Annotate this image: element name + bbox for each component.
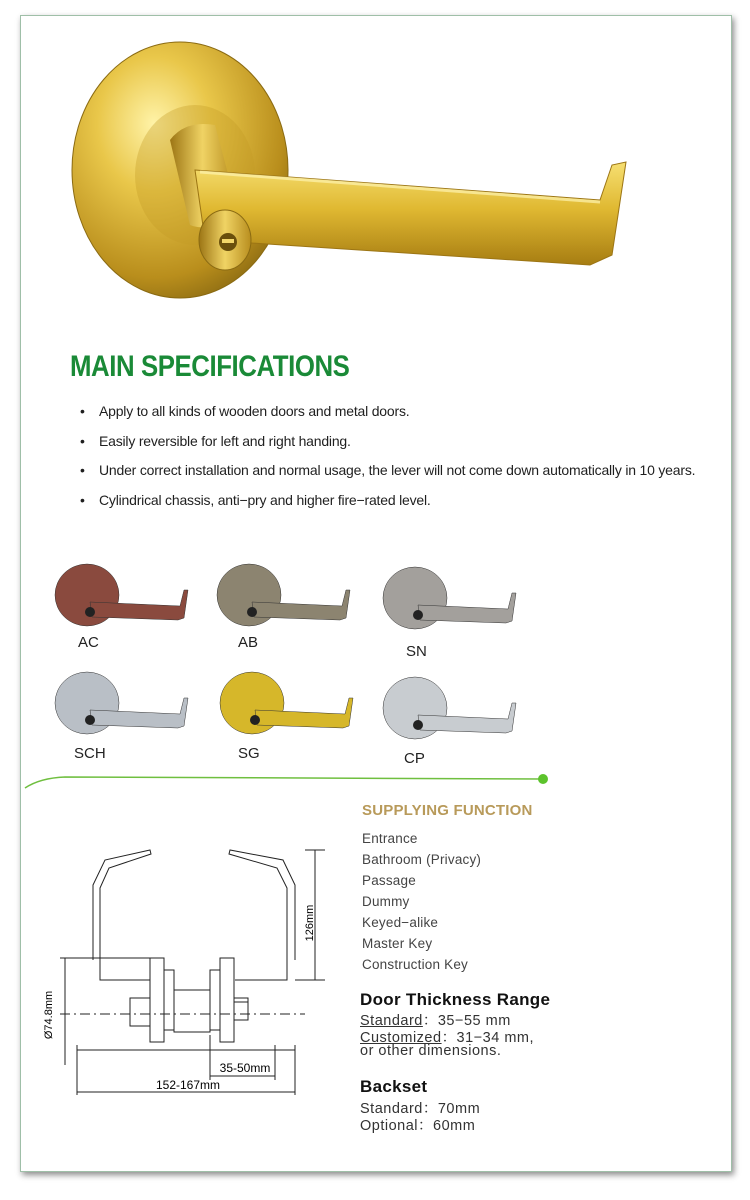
function-item: Bathroom (Privacy)	[362, 852, 482, 867]
dimension-drawing	[45, 840, 345, 1110]
finish-sn	[378, 565, 528, 665]
function-item: Dummy	[362, 894, 410, 909]
specification-item: • Under correct installation and normal usage, the lever will not come down automatically in 10 years.	[80, 457, 700, 487]
lever-finish-ab-image	[212, 562, 362, 632]
specification-item: • Cylindrical chassis, anti−pry and higher fire−rated level.	[80, 487, 700, 517]
backset-standard-label: Standard：	[360, 1101, 438, 1117]
supplying-function-title: SUPPLYING FUNCTION	[362, 802, 533, 819]
finish-code-sn: SN	[406, 643, 427, 660]
customized-value: ：31−34 mm,	[441, 1030, 535, 1046]
hero-lever-handle-image	[0, 0, 750, 340]
function-item: Keyed−alike	[362, 915, 439, 930]
finish-code-ac: AC	[78, 634, 99, 651]
lever-finish-ac-image	[50, 562, 200, 632]
standard-label: Standard	[360, 1013, 423, 1029]
finish-code-cp: CP	[404, 750, 425, 767]
finish-cp	[378, 675, 528, 775]
backset-optional	[360, 1114, 475, 1135]
finish-ac	[50, 562, 200, 662]
door-thickness-title: Door Thickness Range	[360, 990, 551, 1009]
door-thickness-other: or other dimensions.	[360, 1043, 502, 1059]
backset-optional-label: Optional：	[360, 1118, 434, 1134]
section-divider	[25, 770, 555, 794]
lever-finish-sg-image	[215, 670, 365, 740]
lever-finish-cp-image	[378, 675, 528, 745]
height-dimension-label: 126mm	[304, 904, 316, 942]
function-item: Passage	[362, 873, 416, 888]
lever-finish-sch-image	[50, 670, 200, 740]
finish-code-sch: SCH	[74, 745, 106, 762]
backset-optional-value: 60mm	[433, 1118, 476, 1134]
finish-sg	[215, 670, 365, 770]
function-item: Master Key	[362, 936, 433, 951]
supplying-function-list	[362, 828, 481, 975]
customized-label: Customized	[360, 1030, 442, 1046]
standard-value: ：35−55 mm	[422, 1013, 511, 1029]
specification-item: • Apply to all kinds of wooden doors and metal doors.	[80, 398, 700, 428]
finish-code-ab: AB	[238, 634, 259, 651]
finish-code-sg: SG	[238, 745, 260, 762]
thickness-dimension-label: 35-50mm	[219, 1061, 271, 1075]
finish-sch	[50, 670, 200, 770]
diameter-dimension-label: Ø74.8mm	[43, 990, 55, 1040]
width-dimension-label: 152-167mm	[155, 1078, 221, 1092]
backset-standard-value: 70mm	[437, 1101, 481, 1117]
specification-item: • Easily reversible for left and right handing.	[80, 428, 700, 458]
lever-finish-sn-image	[378, 565, 528, 635]
main-specifications-title: MAIN SPECIFICATIONS	[70, 350, 350, 383]
finish-ab	[212, 562, 362, 662]
function-item: Entrance	[362, 831, 418, 846]
function-item: Construction Key	[362, 957, 468, 972]
specifications-list	[80, 398, 700, 516]
backset-title: Backset	[360, 1077, 428, 1096]
